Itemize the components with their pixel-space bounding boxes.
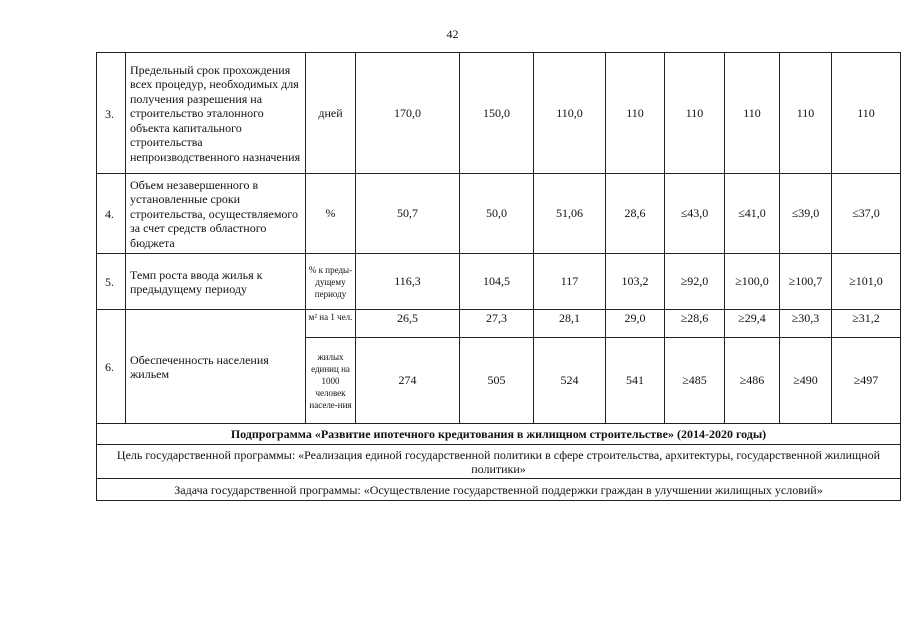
unit-cell: %	[306, 174, 356, 254]
value-cell: 150,0	[460, 53, 534, 174]
row-number: 5.	[97, 254, 126, 310]
value-cell: 26,5	[356, 310, 460, 338]
value-cell: ≤43,0	[665, 174, 725, 254]
program-goal: Цель государственной программы: «Реализация единой государственной политики в сфере строительства, архитектуры, государственной жилищной политики»	[97, 445, 901, 479]
value-cell: 28,1	[534, 310, 606, 338]
value-cell: 104,5	[460, 254, 534, 310]
value-cell: 110	[725, 53, 780, 174]
subprogram-title: Подпрограмма «Развитие ипотечного кредитования в жилищном строительстве» (2014-2020 годы)	[97, 424, 901, 445]
value-cell: 29,0	[606, 310, 665, 338]
value-cell: ≤37,0	[832, 174, 901, 254]
value-cell: 274	[356, 338, 460, 424]
value-cell: 505	[460, 338, 534, 424]
value-cell: ≤39,0	[780, 174, 832, 254]
value-cell: 50,0	[460, 174, 534, 254]
indicator-name: Предельный срок прохождения всех процедур, необходимых для получения разрешения на строительство эталонного объекта капитального строительства непроизводственного назначения	[126, 53, 306, 174]
value-cell: 110,0	[534, 53, 606, 174]
row-number: 3.	[97, 53, 126, 174]
unit-cell: м² на 1 чел.	[308, 312, 353, 322]
value-cell: ≥28,6	[665, 310, 725, 338]
value-cell: 110	[780, 53, 832, 174]
value-cell: ≥486	[725, 338, 780, 424]
value-cell: ≥485	[665, 338, 725, 424]
table-row	[97, 174, 901, 254]
value-cell: 117	[534, 254, 606, 310]
value-cell: 110	[665, 53, 725, 174]
value-cell: 116,3	[356, 254, 460, 310]
table-row	[97, 53, 901, 174]
value-cell: ≥101,0	[832, 254, 901, 310]
unit-cell: дней	[306, 53, 356, 174]
value-cell: 170,0	[356, 53, 460, 174]
table-row	[97, 479, 901, 501]
table-row	[97, 424, 901, 445]
program-task: Задача государственной программы: «Осуществление государственной поддержки граждан в улучшении жилищных условий»	[97, 479, 901, 501]
row-number: 6.	[97, 310, 126, 424]
value-cell: ≤41,0	[725, 174, 780, 254]
value-cell: 103,2	[606, 254, 665, 310]
value-cell: 110	[832, 53, 901, 174]
value-cell: ≥92,0	[665, 254, 725, 310]
indicator-name: Объем незавершенного в установленные сроки строительства, осуществляемого за счет средств областного бюджета	[126, 174, 306, 254]
value-cell: 110	[606, 53, 665, 174]
value-cell: 28,6	[606, 174, 665, 254]
value-cell: ≥31,2	[832, 310, 901, 338]
value-cell: 27,3	[460, 310, 534, 338]
table-row	[97, 445, 901, 479]
indicator-name: Темп роста ввода жилья к предыдущему периоду	[126, 254, 306, 310]
value-cell: 50,7	[356, 174, 460, 254]
page-number: 42	[446, 27, 459, 41]
value-cell: ≥29,4	[725, 310, 780, 338]
unit-cell: % к преды-дущему периоду	[308, 264, 353, 299]
value-cell: ≥30,3	[780, 310, 832, 338]
value-cell: ≥100,7	[780, 254, 832, 310]
table-row	[97, 310, 901, 338]
value-cell: 524	[534, 338, 606, 424]
value-cell: ≥497	[832, 338, 901, 424]
unit-cell: жилых единиц на 1000 человек населе-ния	[309, 351, 352, 410]
row-number: 4.	[97, 174, 126, 254]
value-cell: 541	[606, 338, 665, 424]
value-cell: ≥100,0	[725, 254, 780, 310]
value-cell: 51,06	[534, 174, 606, 254]
table-row	[97, 254, 901, 310]
indicators-table	[96, 52, 901, 501]
value-cell: ≥490	[780, 338, 832, 424]
indicator-name: Обеспеченность населения жильем	[126, 310, 306, 424]
